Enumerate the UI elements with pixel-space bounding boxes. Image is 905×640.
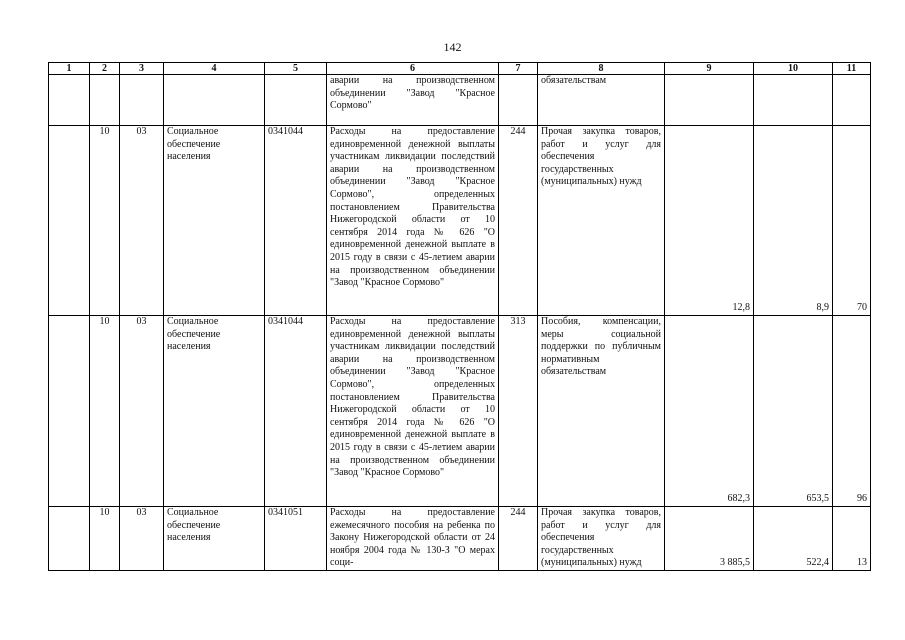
table-row <box>49 75 871 126</box>
cell-target-code: 0341044 <box>265 126 327 316</box>
cell-col1 <box>49 316 90 507</box>
cell-subsection: 03 <box>120 316 164 507</box>
cell-amount-2: 8,9 <box>754 126 833 316</box>
cell-percent: 13 <box>833 507 871 571</box>
cell-section-name: Социальное обеспечение населения <box>164 126 265 316</box>
header-row <box>49 63 871 75</box>
cell-amount-1: 3 885,5 <box>665 507 754 571</box>
cell-section-name <box>164 75 265 126</box>
col-header-8: 8 <box>538 63 665 75</box>
cell-section: 10 <box>90 126 120 316</box>
cell-amount-1 <box>665 75 754 126</box>
col-header-6: 6 <box>327 63 499 75</box>
cell-section-name: Социальное обеспечение населения <box>164 507 265 571</box>
cell-expense-name: Пособия, компенсации, меры социальной поддержки по публичным нормативным обязательствам <box>538 316 665 507</box>
cell-section: 10 <box>90 316 120 507</box>
cell-section <box>90 75 120 126</box>
page-number: 142 <box>443 40 462 54</box>
budget-table <box>48 62 871 571</box>
cell-percent: 96 <box>833 316 871 507</box>
cell-amount-2 <box>754 75 833 126</box>
cell-expense-name: Прочая закупка товаров, работ и услуг для обеспечения государственных (муниципальных) нужд <box>538 126 665 316</box>
col-header-4: 4 <box>164 63 265 75</box>
cell-expense-code: 244 <box>499 507 538 571</box>
table-row <box>49 316 871 507</box>
cell-subsection: 03 <box>120 126 164 316</box>
cell-target-name: Расходы на предоставление ежемесячного пособия на ребенка по Закону Нижегородской области от 24 ноября 2004 года № 130-З "О мерах соци- <box>327 507 499 571</box>
cell-expense-code: 313 <box>499 316 538 507</box>
cell-amount-1: 682,3 <box>665 316 754 507</box>
col-header-10: 10 <box>754 63 833 75</box>
cell-subsection <box>120 75 164 126</box>
col-header-7: 7 <box>499 63 538 75</box>
col-header-5: 5 <box>265 63 327 75</box>
cell-section: 10 <box>90 507 120 571</box>
cell-expense-code <box>499 75 538 126</box>
col-header-1: 1 <box>49 63 90 75</box>
cell-subsection: 03 <box>120 507 164 571</box>
cell-expense-name: Прочая закупка товаров, работ и услуг для обеспечения государственных (муниципальных) нужд <box>538 507 665 571</box>
cell-expense-code: 244 <box>499 126 538 316</box>
col-header-11: 11 <box>833 63 871 75</box>
table-row <box>49 507 871 571</box>
cell-target-code <box>265 75 327 126</box>
cell-target-name: Расходы на предоставление единовременной денежной выплаты участникам ликвидации последствий аварии на производственном объединении "Завод "Красное Сормово", определенных постановлением Правительства Нижегородской области от 10 сентября 2014 года № 626 "О единовременной денежной выплате в 2015 году в связи с 45-летием аварии на производственном объединении "Завод "Красное Сормово" <box>327 126 499 316</box>
cell-target-code: 0341051 <box>265 507 327 571</box>
cell-section-name: Социальное обеспечение населения <box>164 316 265 507</box>
col-header-3: 3 <box>120 63 164 75</box>
cell-amount-2: 653,5 <box>754 316 833 507</box>
cell-percent: 70 <box>833 126 871 316</box>
cell-col1 <box>49 126 90 316</box>
col-header-9: 9 <box>665 63 754 75</box>
cell-amount-1: 12,8 <box>665 126 754 316</box>
cell-percent <box>833 75 871 126</box>
cell-target-name: Расходы на предоставление единовременной денежной выплаты участникам ликвидации последствий аварии на производственном объединении "Завод "Красное Сормово", определенных постановлением Правительства Нижегородской области от 10 сентября 2014 года № 626 "О единовременной денежной выплате в 2015 году в связи с 45-летием аварии на производственном объединении "Завод "Красное Сормово" <box>327 316 499 507</box>
cell-target-code: 0341044 <box>265 316 327 507</box>
table-row <box>49 126 871 316</box>
cell-target-name: аварии на производственном объединении "Завод "Красное Сормово" <box>327 75 499 126</box>
cell-amount-2: 522,4 <box>754 507 833 571</box>
cell-expense-name: обязательствам <box>538 75 665 126</box>
cell-col1 <box>49 75 90 126</box>
col-header-2: 2 <box>90 63 120 75</box>
cell-col1 <box>49 507 90 571</box>
